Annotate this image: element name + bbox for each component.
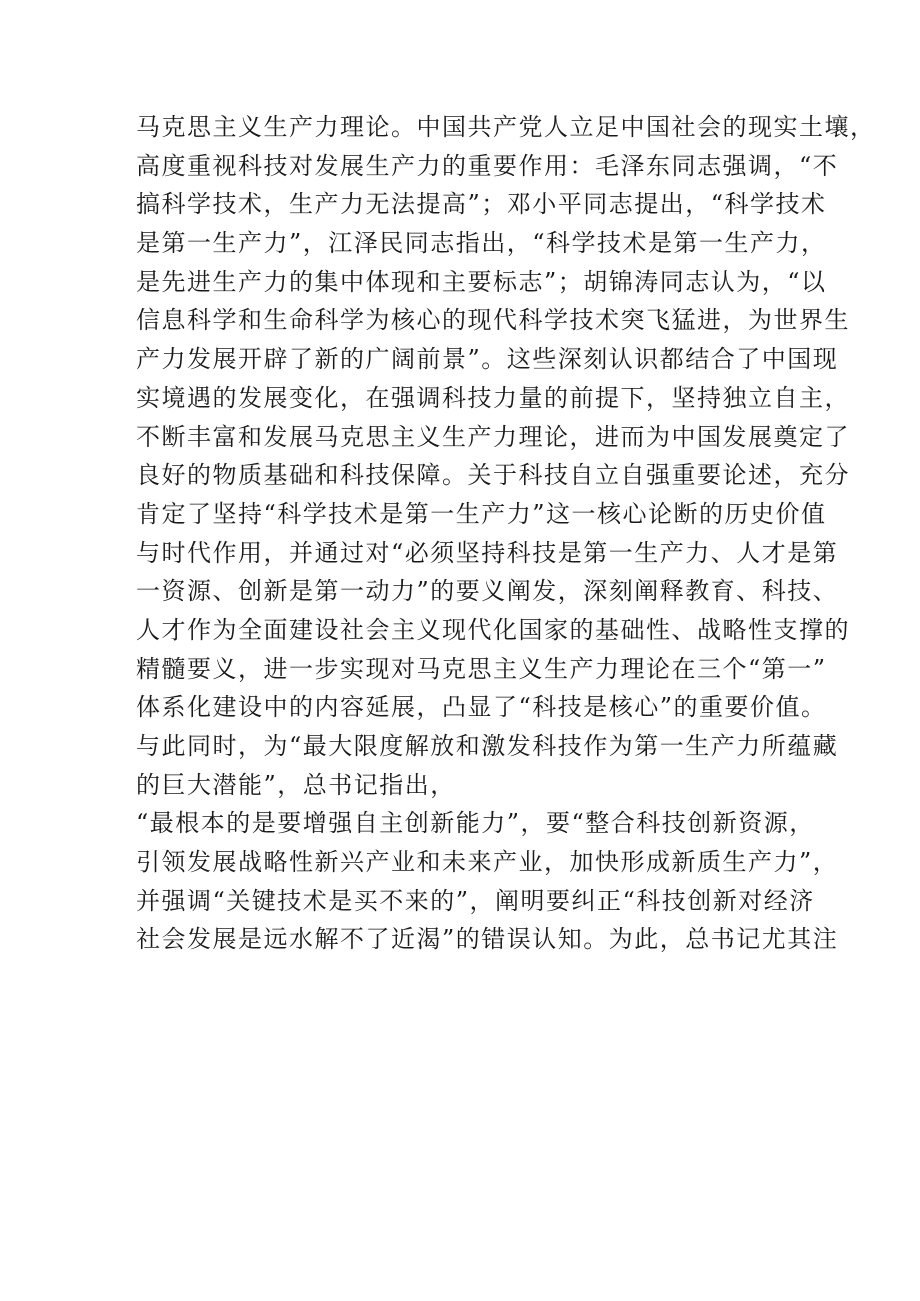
text-line: 一资源、创新是第一动力”的要义阐发，深刻阐释教育、科技、	[136, 577, 839, 606]
text-line: 马克思主义生产力理论。中国共产党人立足中国社会的现实土壤，	[136, 113, 876, 141]
text-line: 高度重视科技对发展生产力的重要作用：毛泽东同志强调，“不	[136, 151, 839, 180]
text-line: 的巨大潜能”，总书记指出，	[136, 770, 456, 799]
text-line: 信息科学和生命科学为核心的现代科学技术突飞猛进，为世界生	[136, 306, 850, 335]
text-line: 实境遇的发展变化，在强调科技力量的前提下，坚持独立自主，	[136, 383, 850, 412]
text-line: 良好的物质基础和科技保障。关于科技自立自强重要论述，充分	[136, 461, 850, 490]
text-line: 与时代作用，并通过对“必须坚持科技是第一生产力、人才是第	[136, 538, 839, 567]
text-line: 是先进生产力的集中体现和主要标志”；胡锦涛同志认为，“以	[136, 267, 827, 296]
text-line: 社会发展是远水解不了近渴”的错误认知。为此，总书记尤其注	[136, 925, 839, 954]
text-line: 肯定了坚持“科学技术是第一生产力”这一核心论断的历史价值	[136, 499, 827, 528]
text-line: 产力发展开辟了新的广阔前景”。这些深刻认识都结合了中国现	[136, 345, 839, 374]
text-line: 是第一生产力”，江泽民同志指出，“科学技术是第一生产力，	[136, 229, 827, 258]
text-line: 体系化建设中的内容延展，凸显了“科技是核心”的重要价值。	[136, 693, 827, 722]
text-line: 搞科学技术，生产力无法提高”；邓小平同志提出，“科学技术	[136, 190, 827, 219]
text-line: 并强调“关键技术是买不来的”，阐明要纠正“科技创新对经济	[136, 886, 815, 915]
text-line: 人才作为全面建设社会主义现代化国家的基础性、战略性支撑的	[136, 615, 850, 644]
text-line: 精髓要义，进一步实现对马克思主义生产力理论在三个“第一”	[136, 654, 827, 683]
text-line: 与此同时，为“最大限度解放和激发科技作为第一生产力所蕴藏	[136, 732, 839, 760]
text-line: 引领发展战略性新兴产业和未来产业，加快形成新质生产力”，	[136, 848, 839, 877]
text-line: 不断丰富和发展马克思主义生产力理论，进而为中国发展奠定了	[136, 422, 850, 451]
body-paragraph	[136, 108, 876, 959]
text-line: “最根本的是要增强自主创新能力”，要“整合科技创新资源，	[136, 809, 815, 838]
